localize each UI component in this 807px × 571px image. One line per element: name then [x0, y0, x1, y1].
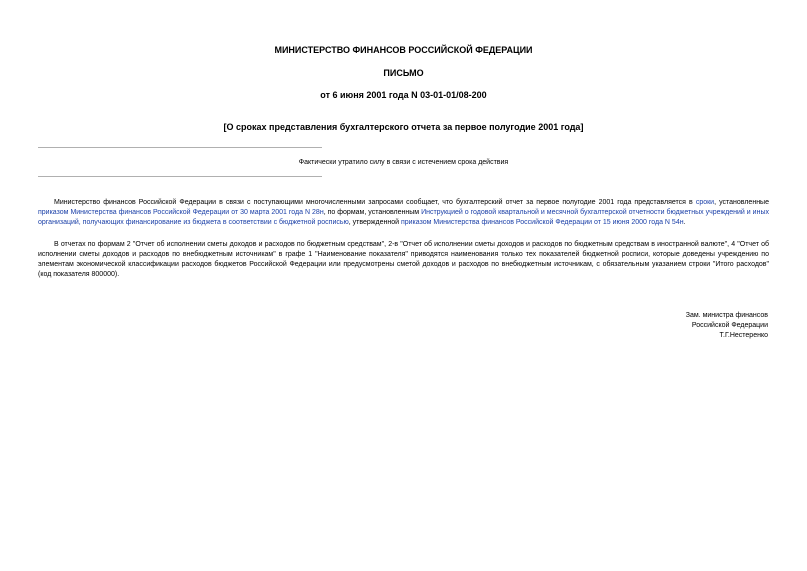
- paragraph-2: В отчетах по формам 2 "Отчет об исполнении сметы доходов и расходов по бюджетным средствам", 2-в "Отчет об исполнении сметы доходов и расходов по бюджетным средствам в иностранной валюте", 4 "Отчет об исполнении сметы доходов и расходов по внебюджетным источникам" в графе 1 "Наименование показателя" приводятся наименования только тех показателей бюджетной росписи, которые доведены учреждению по элементам экономической классификации расходов бюджетов Российской Федерации или предусмотрены сметой доходов и расходов по внебюджетным источникам, с обязательным указанием строки "Итого расходов" (код показателя 800000).: [38, 241, 769, 278]
- paragraph-1-text-3: , по формам, установленным: [323, 209, 422, 216]
- link-instruction[interactable]: Инструкцией о годовой квартальной и месячной бухгалтерской отчетности бюджетных учреждений и иных организаций, получающих финансирование из бюджета в соответствии с бюджетной росписью: [38, 209, 769, 226]
- signature-name: Т.Г.Нестеренко: [719, 332, 768, 339]
- link-order-54n[interactable]: приказом Министерства финансов Российской Федерации от 15 июня 2000 года N 54н: [400, 219, 684, 226]
- link-deadlines[interactable]: сроки: [695, 199, 715, 206]
- status-notice: Фактически утратило силу в связи с истечением срока действия: [298, 159, 509, 166]
- document-date: от 6 июня 2001 года N 03-01-01/08-200: [320, 90, 487, 100]
- signature-position: Зам. министра финансов: [685, 312, 768, 319]
- paragraph-1-text-5: .: [683, 219, 686, 226]
- link-order-28n[interactable]: приказом Министерства финансов Российской Федерации от 30 марта 2001 года N 28н: [38, 209, 324, 216]
- divider-top: [38, 147, 322, 148]
- signature-organization: Российской Федерации: [691, 322, 768, 329]
- ministry-heading: МИНИСТЕРСТВО ФИНАНСОВ РОССИЙСКОЙ ФЕДЕРАЦИИ: [274, 45, 533, 55]
- paragraph-1: [38, 198, 769, 228]
- paragraph-1-text-4: , утвержденной: [348, 219, 401, 226]
- document-type: ПИСЬМО: [383, 68, 424, 78]
- divider-bottom: [38, 176, 322, 177]
- paragraph-1-text-1: Министерство финансов Российской Федерации в связи с поступающими многочисленными запросами сообщает, что бухгалтерский отчет за первое полугодие 2001 года представляется в: [54, 199, 696, 206]
- paragraph-1-text-2: , установленные: [714, 199, 769, 206]
- document-title: [О сроках представления бухгалтерского отчета за первое полугодие 2001 года]: [223, 122, 584, 132]
